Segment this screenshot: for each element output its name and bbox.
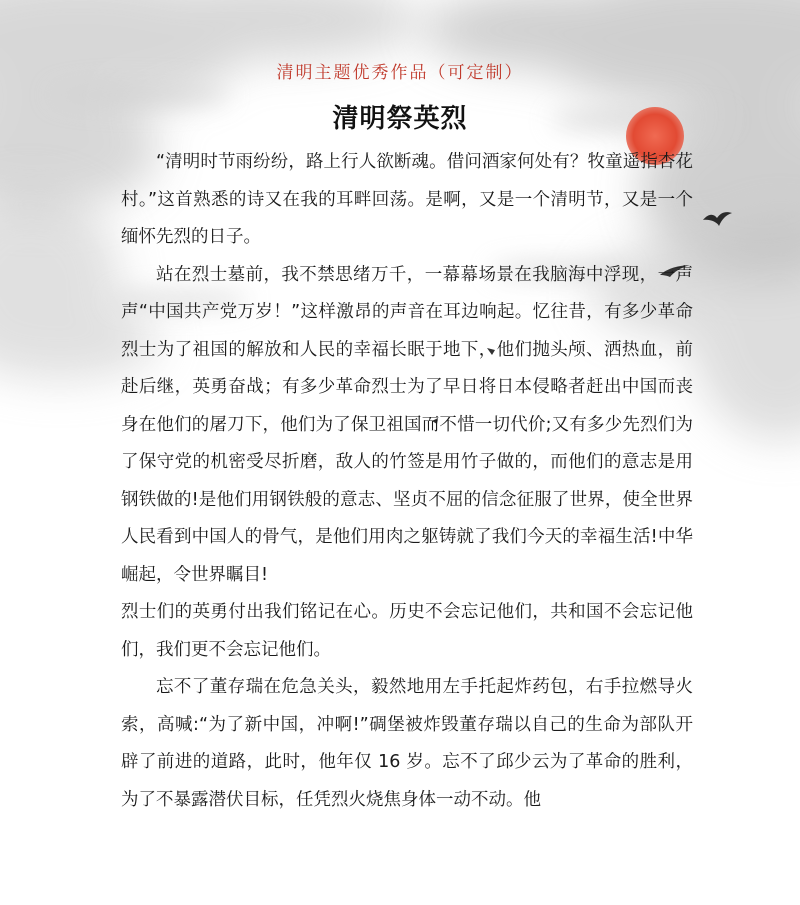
- header-label: 清明主题优秀作品（可定制）: [276, 63, 524, 83]
- paragraph-2: 站在烈士墓前，我不禁思绪万千，一幕幕场景在我脑海中浮现，一声声“中国共产党万岁！”这样激昂的声音在耳边响起。忆往昔，有多少革命烈士为了祖国的解放和人民的幸福长眠于地下，他们抛头颅、洒热血，前赴后继，英勇奋战；有多少革命烈士为了早日将日本侵略者赶出中国而丧身在他们的屠刀下，他们为了保卫祖国而不惜一切代价;又有多少先烈们为了保守党的机密受尽折磨，敌人的竹签是用竹子做的，而他们的意志是用钢铁做的!是他们用钢铁般的意志、坚贞不屈的信念征服了世界，使全世界人民看到中国人的骨气，是他们用肉之躯铸就了我们今天的幸福生活!中华崛起，令世界瞩目!: [121, 264, 693, 585]
- paragraph-1: “清明时节雨纷纷，路上行人欲断魂。借问酒家何处有？牧童遥指杏花村。”这首熟悉的诗又在我的耳畔回荡。是啊，又是一个清明节，又是一个缅怀先烈的日子。: [121, 152, 693, 247]
- paragraph-3: 烈士们的英勇付出我们铭记在心。历史不会忘记他们，共和国不会忘记他们，我们更不会忘记他们。: [121, 602, 693, 660]
- page-title: 清明祭英烈: [332, 104, 468, 134]
- article-body: [121, 144, 693, 819]
- paragraph-4: 忘不了董存瑞在危急关头，毅然地用左手托起炸药包，右手拉燃导火索，高喊:“为了新中国，冲啊!”碉堡被炸毁董存瑞以自己的生命为部队开辟了前进的道路，此时，他年仅 16 岁。忘不了邱少云为了革命的胜利，为了不暴露潜伏目标，任凭烈火烧焦身体一动不动。他: [121, 677, 693, 810]
